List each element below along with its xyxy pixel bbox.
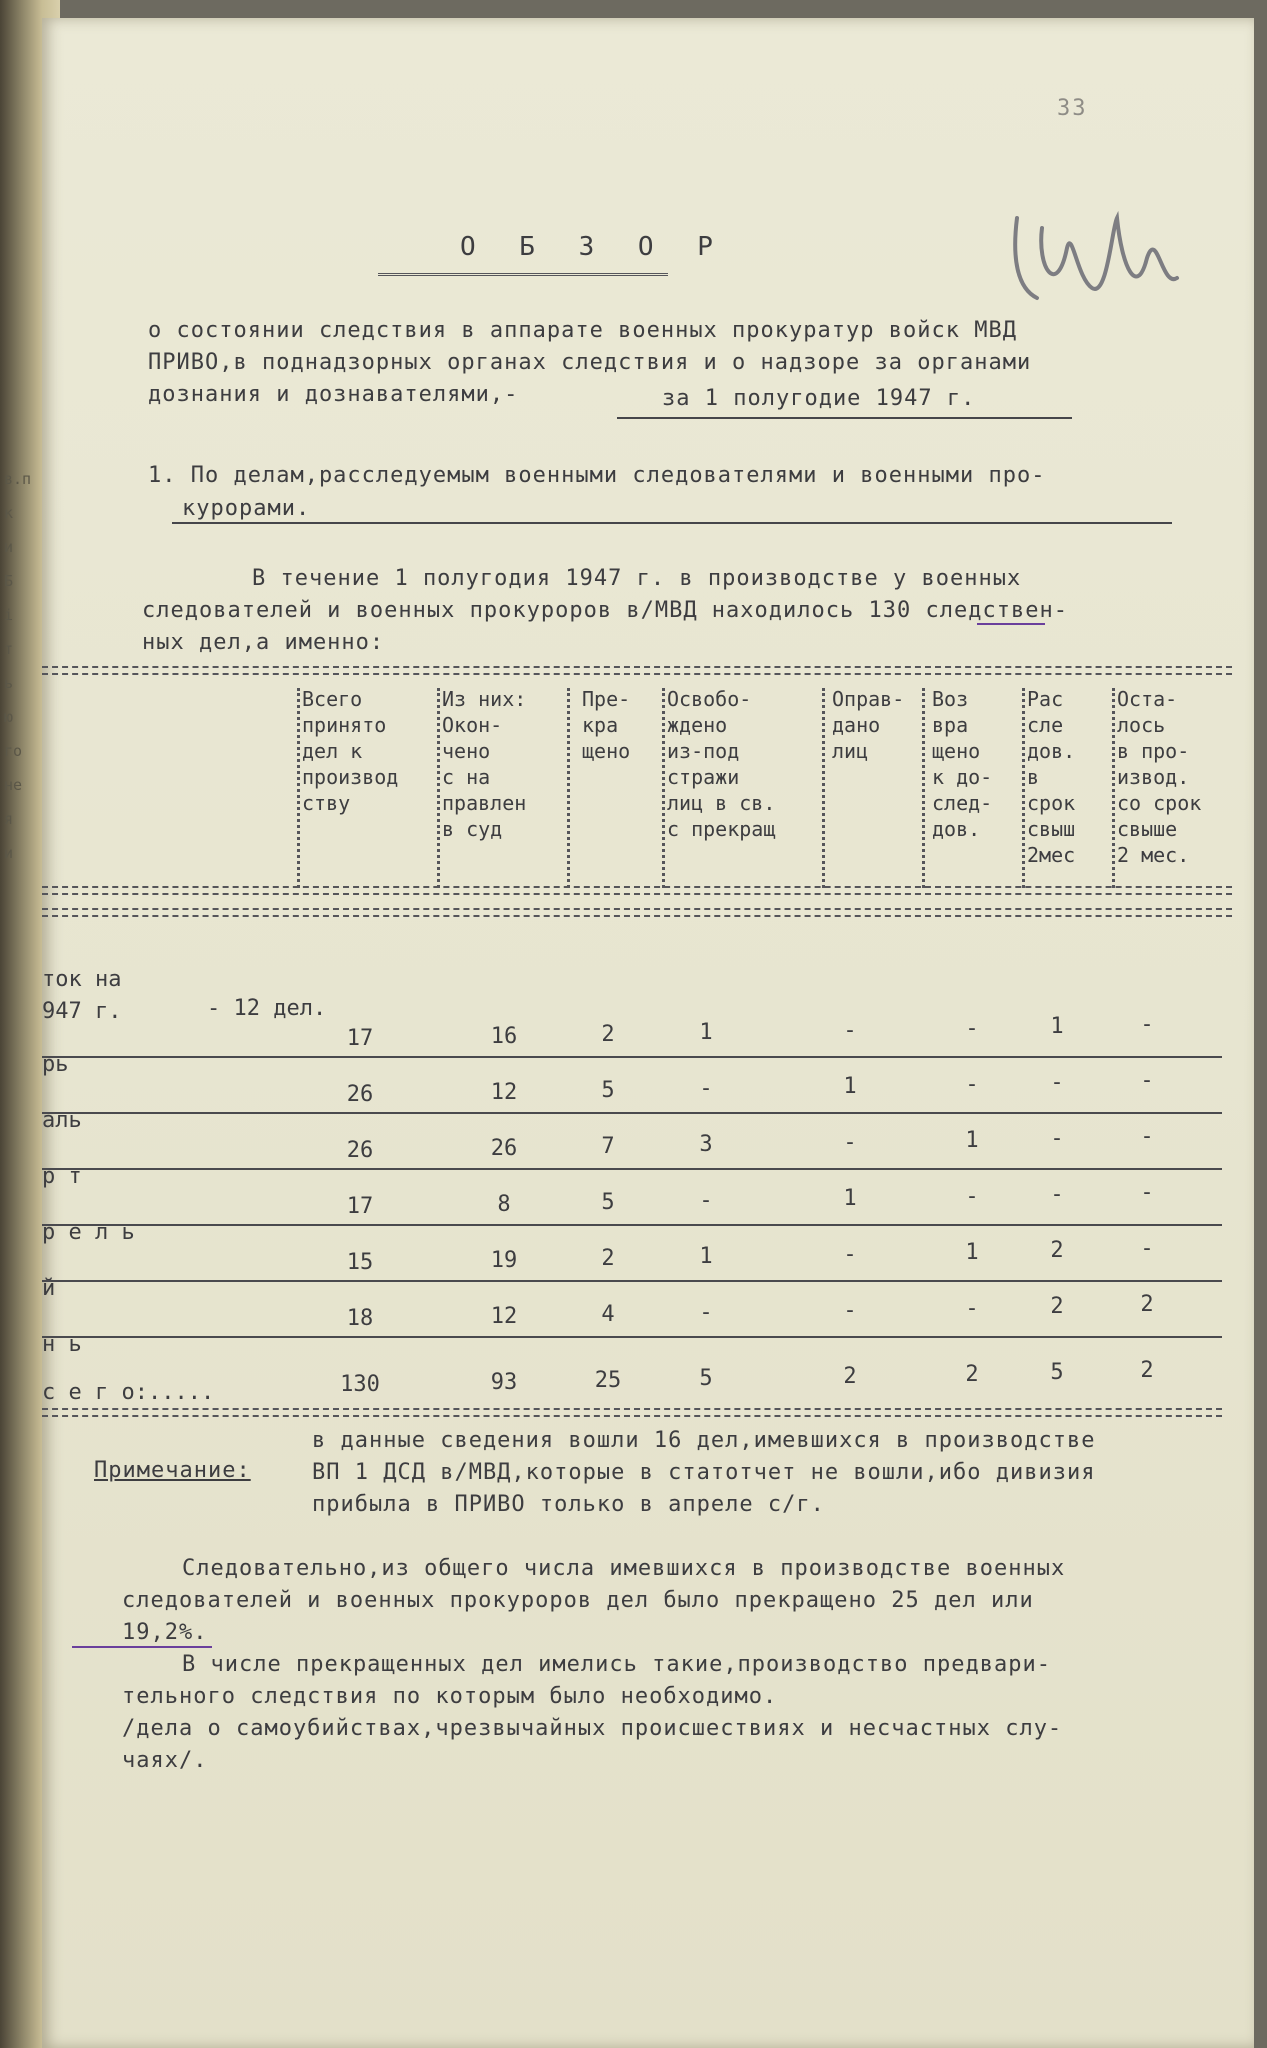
note-label: Примечание: [94,1458,251,1483]
opening-balance-value: - 12 дел. [207,996,327,1021]
table-bottom-rule [42,1415,1222,1417]
table-cell: 26 [346,1138,374,1163]
spine-fragment: к [4,504,14,522]
table-cell: 7 [601,1134,615,1159]
table-cell: - [1140,1124,1154,1149]
column-separator [297,688,300,888]
intro-line-2: следователей и военных прокуроров в/МВД находилось 130 следствен- [142,598,1068,623]
spine-fragment: я [4,810,14,828]
table-cell: - [699,1076,713,1101]
document-page [42,18,1254,2048]
subtitle-line-1: о состоянии следствия в аппарате военных прокуратур войск МВД [148,318,1017,343]
total-cell: 2 [1140,1358,1154,1383]
period-label: за 1 полугодие 1947 г. [662,386,976,411]
intro-line-1: В течение 1 полугодия 1947 г. в производстве у военных [252,566,1022,591]
table-cell: - [1140,1068,1154,1093]
archive-stamp: 33 [1057,96,1088,121]
intro-line-3: ных дел,а именно: [142,630,385,655]
spine-fragment: не [4,776,23,794]
table-cell: 1 [843,1074,857,1099]
subtitle-line-2: ПРИВО,в поднадзорных органах следствия и о надзоре за органами [148,350,1032,375]
table-cell: - [965,1016,979,1041]
section-1-heading: 1. По делам,расследуемым военными следователями и военными про- [148,463,1046,488]
table-cell: 1 [965,1128,979,1153]
closing-line-2: тельного следствия по которым было необходимо. [122,1684,778,1709]
conclusion-line-2: следователей и военных прокуроров дел было прекращено 25 дел или [122,1588,1034,1613]
pencil-mark [977,623,1045,625]
row-month: аль [42,1108,82,1133]
column-header: Пре- кра щено [582,687,631,763]
header-rule [42,908,1232,910]
table-cell: 2 [601,1022,615,1047]
total-cell: 2 [843,1364,857,1389]
title-rule [378,273,668,276]
table-top-rule [42,666,1232,668]
column-separator [662,688,665,888]
spine-fragment: i [4,606,14,624]
closing-line-4: чаях/. [122,1748,208,1773]
header-rule [42,893,1232,895]
table-cell: 12 [490,1080,518,1105]
spine-fragment: Б [4,572,14,590]
table-cell: 5 [601,1078,615,1103]
handwritten-signature [997,188,1197,328]
total-cell: 93 [490,1370,518,1395]
column-separator [1022,688,1025,888]
closing-line-3: /дела о самоубийствах,чрезвычайных происшествиях и несчастных слу- [122,1716,1063,1741]
table-cell: - [1050,1182,1064,1207]
spine-fragment: ь [4,674,14,692]
conclusion-line-3: 19,2%. [122,1620,208,1645]
column-separator [1112,688,1115,888]
table-cell: - [965,1184,979,1209]
table-cell: - [843,1242,857,1267]
table-cell: 26 [346,1082,374,1107]
row-month: р е л ь [42,1220,135,1245]
total-cell: 130 [340,1372,380,1397]
row-rule [42,1280,1222,1282]
row-rule [42,1056,1222,1058]
total-label: с е г о:..... [42,1380,215,1405]
table-cell: 2 [1140,1292,1154,1317]
table-cell: 2 [1050,1294,1064,1319]
table-cell: - [843,1130,857,1155]
column-header: Воз вра щено к до- след- дов. [932,687,993,841]
table-cell: 5 [601,1190,615,1215]
spine-fragment: т [4,640,14,658]
column-separator [567,688,570,888]
table-top-rule-2 [42,673,1232,675]
table-cell: - [1050,1070,1064,1095]
table-cell: 1 [699,1244,713,1269]
table-cell: 1 [965,1240,979,1265]
column-separator [922,688,925,888]
pencil-underline [72,1646,212,1648]
note-line-2: ВП 1 ДСД в/МВД,которые в статотчет не вошли,ибо дивизия [312,1460,1096,1485]
opening-balance-label: ток на 947 г. [42,967,122,1024]
header-rule [42,915,1232,917]
note-line-3: прибыла в ПРИВО только в апреле с/г. [312,1492,825,1517]
closing-line-1: В числе прекращенных дел имелись такие,производство предвари- [182,1652,1051,1677]
note-line-1: в данные сведения вошли 16 дел,имевшихся в производстве [312,1428,1096,1453]
column-header: Рас сле дов. в срок свыш 2мес [1027,687,1076,867]
table-cell: 8 [497,1192,511,1217]
table-cell: 3 [699,1132,713,1157]
header-rule [42,886,1232,888]
table-cell: 15 [346,1250,374,1275]
row-month: р т [42,1164,82,1189]
section-1-underline [172,522,1172,524]
total-cell: 25 [594,1368,622,1393]
table-cell: - [699,1300,713,1325]
table-cell: 2 [1050,1238,1064,1263]
table-cell: 4 [601,1302,615,1327]
total-cell: 5 [699,1366,713,1391]
column-separator [822,688,825,888]
column-header: Оправ- дано лиц [832,687,905,763]
table-cell: 12 [490,1304,518,1329]
table-cell: - [699,1188,713,1213]
table-cell: 16 [490,1024,518,1049]
spine-fragment: ю [4,708,14,726]
table-cell: - [843,1298,857,1323]
table-cell: - [1140,1236,1154,1261]
table-cell: - [1140,1012,1154,1037]
spine-fragment: в.п [4,470,32,488]
row-rule [42,1168,1222,1170]
table-cell: - [843,1018,857,1043]
row-month: й [42,1276,56,1301]
spine-fragment: и [4,844,14,862]
row-rule [42,1224,1222,1226]
table-bottom-rule [42,1408,1222,1410]
table-cell: 1 [1050,1014,1064,1039]
row-rule [42,1336,1222,1338]
table-cell: 2 [601,1246,615,1271]
document-title: О Б З О Р [460,232,727,262]
row-month: рь [42,1052,69,1077]
table-cell: 17 [346,1026,374,1051]
conclusion-line-1: Следовательно,из общего числа имевшихся в производстве военных [182,1556,1066,1581]
section-1-heading-cont: курорами. [182,496,311,521]
column-header: Оста- лось в про- извод. со срок свыше 2 мес. [1117,687,1202,867]
period-underline [617,417,1072,419]
table-cell: - [1140,1180,1154,1205]
column-header: Освобо- ждено из-под стражи лиц в св. с прекращ [667,687,776,841]
table-cell: 1 [699,1020,713,1045]
table-cell: 17 [346,1194,374,1219]
column-header: Из них: Окон- чено с на правлен в суд [442,687,527,841]
table-cell: 18 [346,1306,374,1331]
table-cell: 19 [490,1248,518,1273]
table-cell: - [965,1296,979,1321]
total-cell: 5 [1050,1360,1064,1385]
table-cell: - [965,1072,979,1097]
row-rule [42,1112,1222,1114]
column-separator [437,688,440,888]
column-header: Всего принято дел к производ ству [302,687,399,815]
spine-fragment: го [4,742,23,760]
total-cell: 2 [965,1362,979,1387]
spine-fragment: и [4,538,14,556]
table-cell: 26 [490,1136,518,1161]
table-cell: - [1050,1126,1064,1151]
row-month: н ь [42,1332,82,1357]
subtitle-line-3: дознания и дознавателями,- [148,382,519,407]
table-cell: 1 [843,1186,857,1211]
